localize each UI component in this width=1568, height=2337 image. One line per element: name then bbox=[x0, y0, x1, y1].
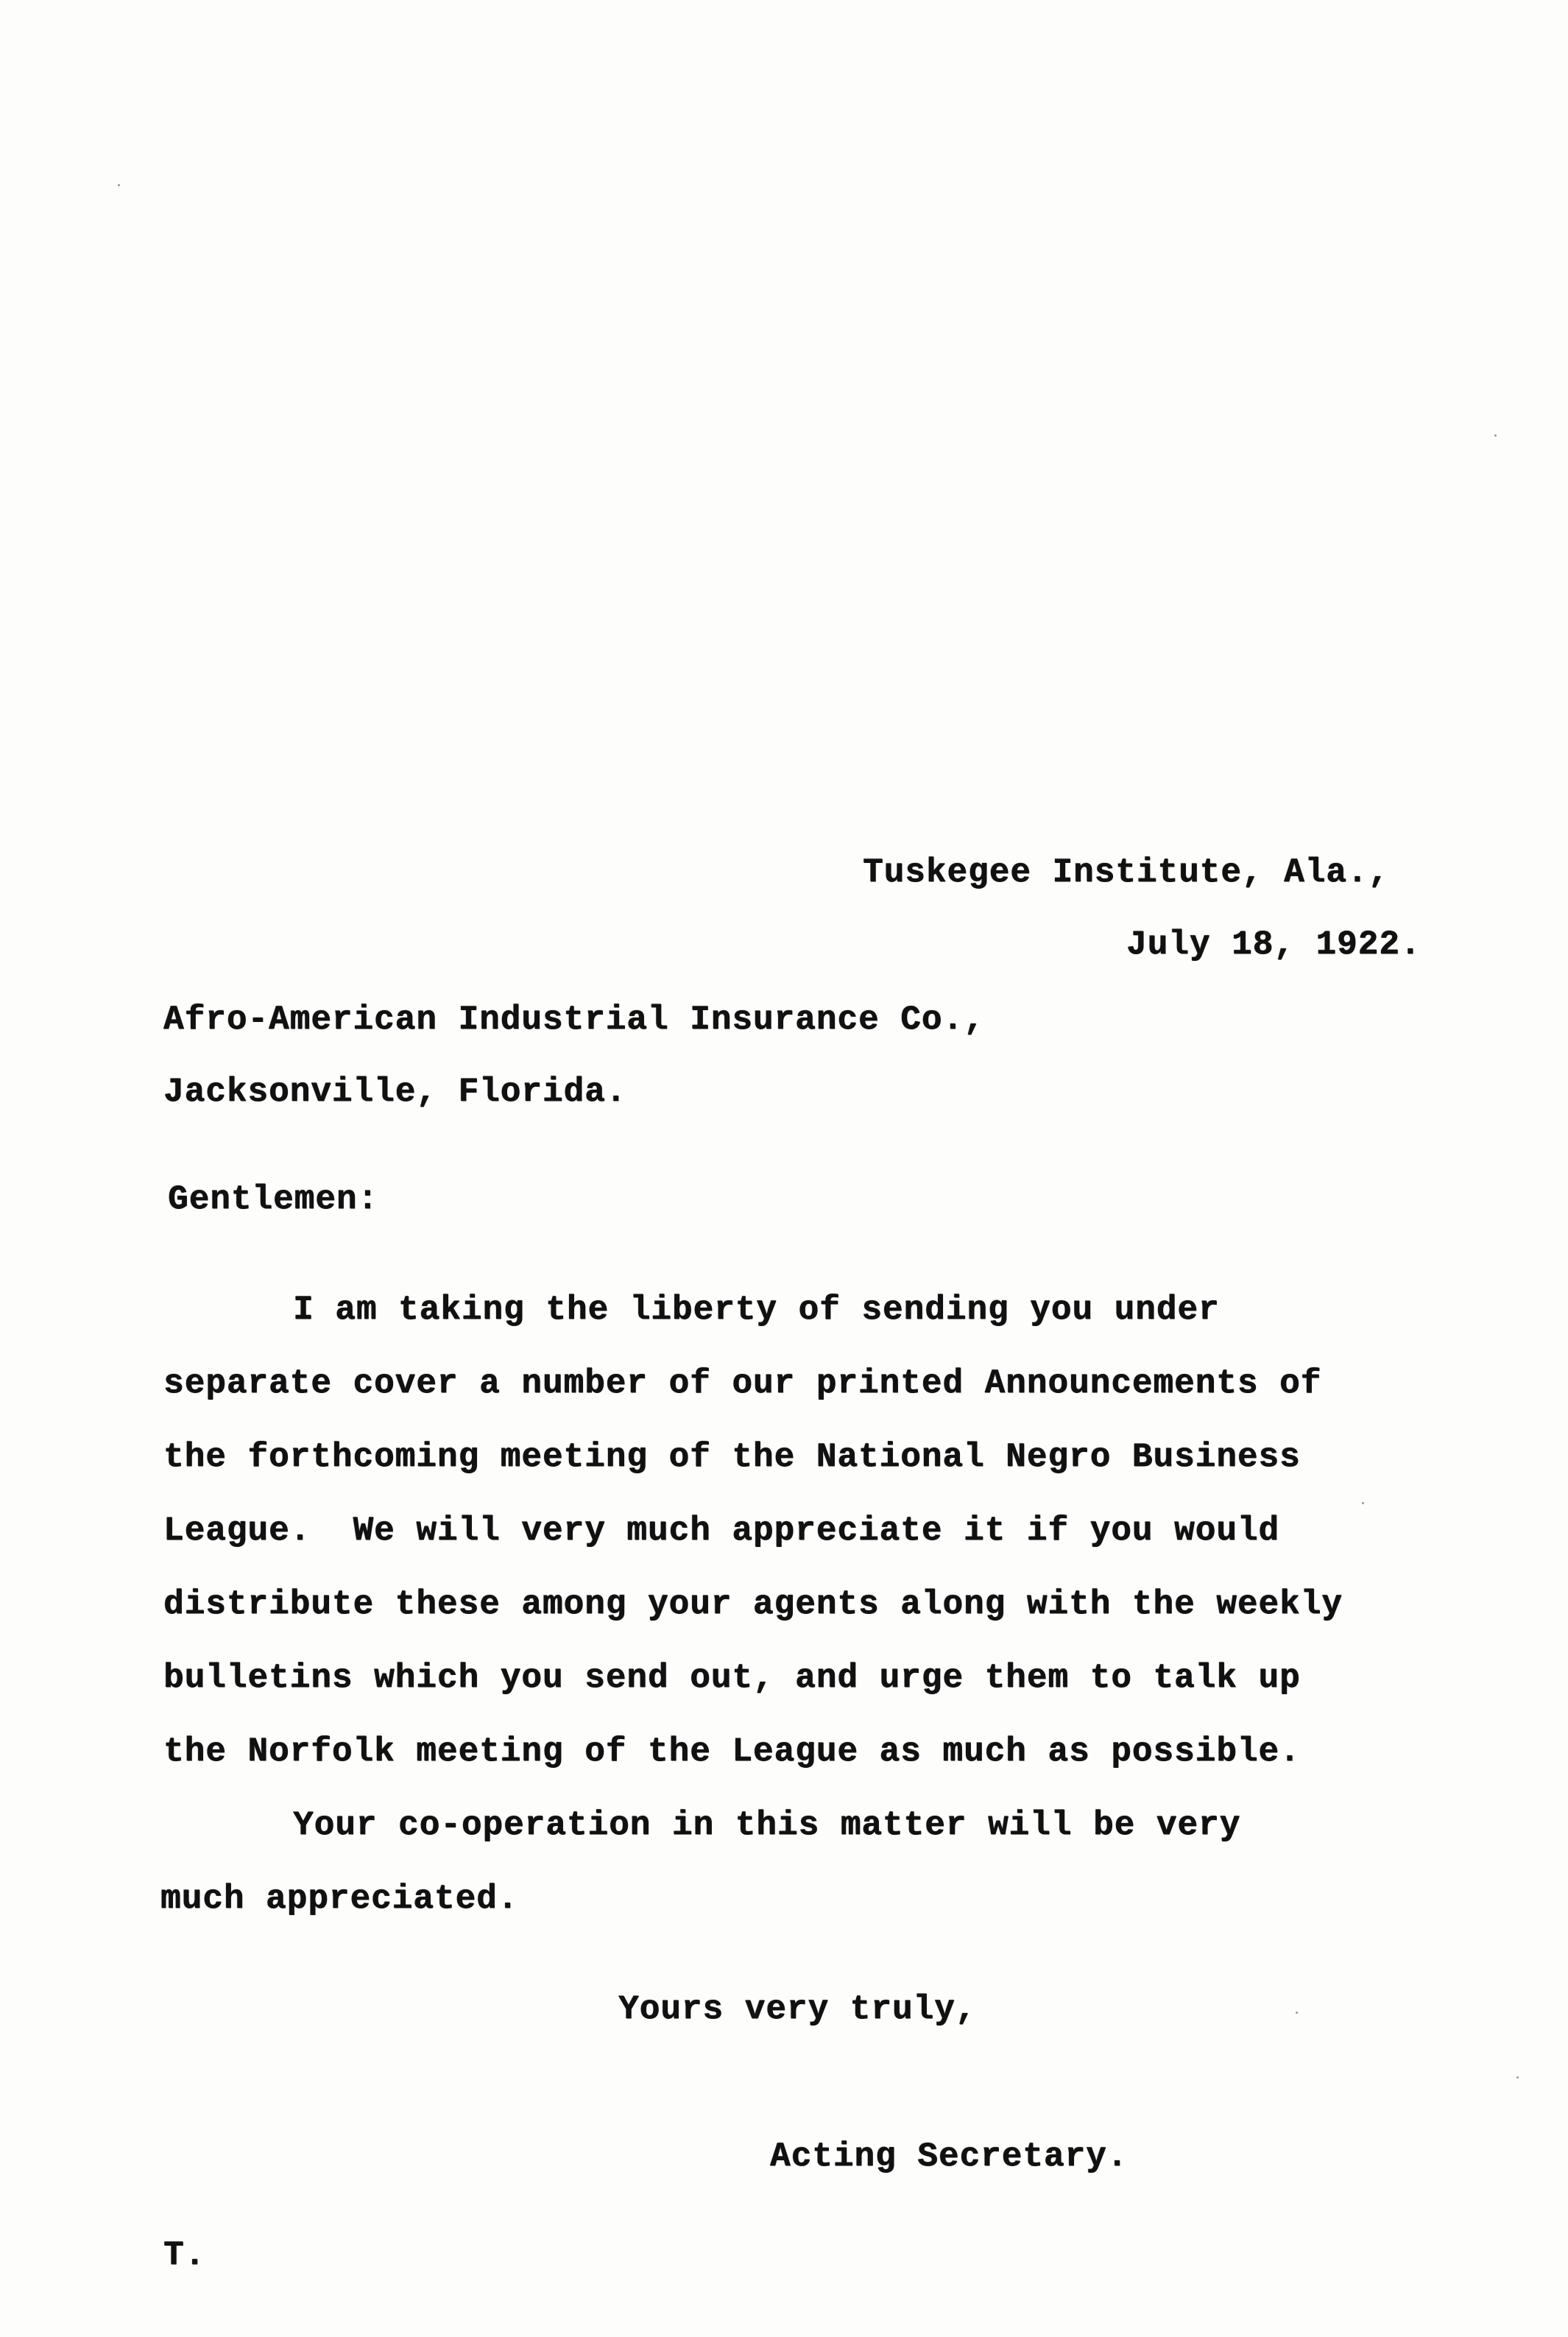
closing: Yours very truly, bbox=[618, 1990, 977, 2028]
letter-date: July 18, 1922. bbox=[1126, 926, 1422, 964]
signature-title: Acting Secretary. bbox=[770, 2137, 1129, 2176]
body-line: League. We will very much appreciate it if you would bbox=[163, 1512, 1280, 1550]
addressee-line-2: Jacksonville, Florida. bbox=[163, 1073, 627, 1111]
body-line: separate cover a number of our printed Announcements of bbox=[163, 1364, 1322, 1403]
body-line: bulletins which you send out, and urge them to talk up bbox=[163, 1659, 1301, 1697]
typist-initials: T. bbox=[163, 2236, 206, 2274]
letter-place: Tuskegee Institute, Ala., bbox=[863, 853, 1390, 892]
scan-speck bbox=[1516, 2076, 1519, 2079]
body-line: the Norfolk meeting of the League as much as possible. bbox=[163, 1733, 1301, 1771]
salutation: Gentlemen: bbox=[168, 1180, 379, 1219]
addressee-line-1: Afro-American Industrial Insurance Co., bbox=[163, 1001, 985, 1039]
body-line: Your co-operation in this matter will be very bbox=[293, 1806, 1241, 1844]
body-line: the forthcoming meeting of the National Negro Business bbox=[163, 1438, 1301, 1476]
scan-speck bbox=[1494, 434, 1497, 437]
body-line: distribute these among your agents along with the weekly bbox=[163, 1585, 1343, 1624]
body-line: I am taking the liberty of sending you under bbox=[293, 1291, 1220, 1329]
scan-speck bbox=[1296, 2012, 1298, 2014]
scan-speck bbox=[118, 184, 120, 186]
scan-speck bbox=[1362, 1502, 1364, 1504]
body-line: much appreciated. bbox=[160, 1880, 519, 1918]
